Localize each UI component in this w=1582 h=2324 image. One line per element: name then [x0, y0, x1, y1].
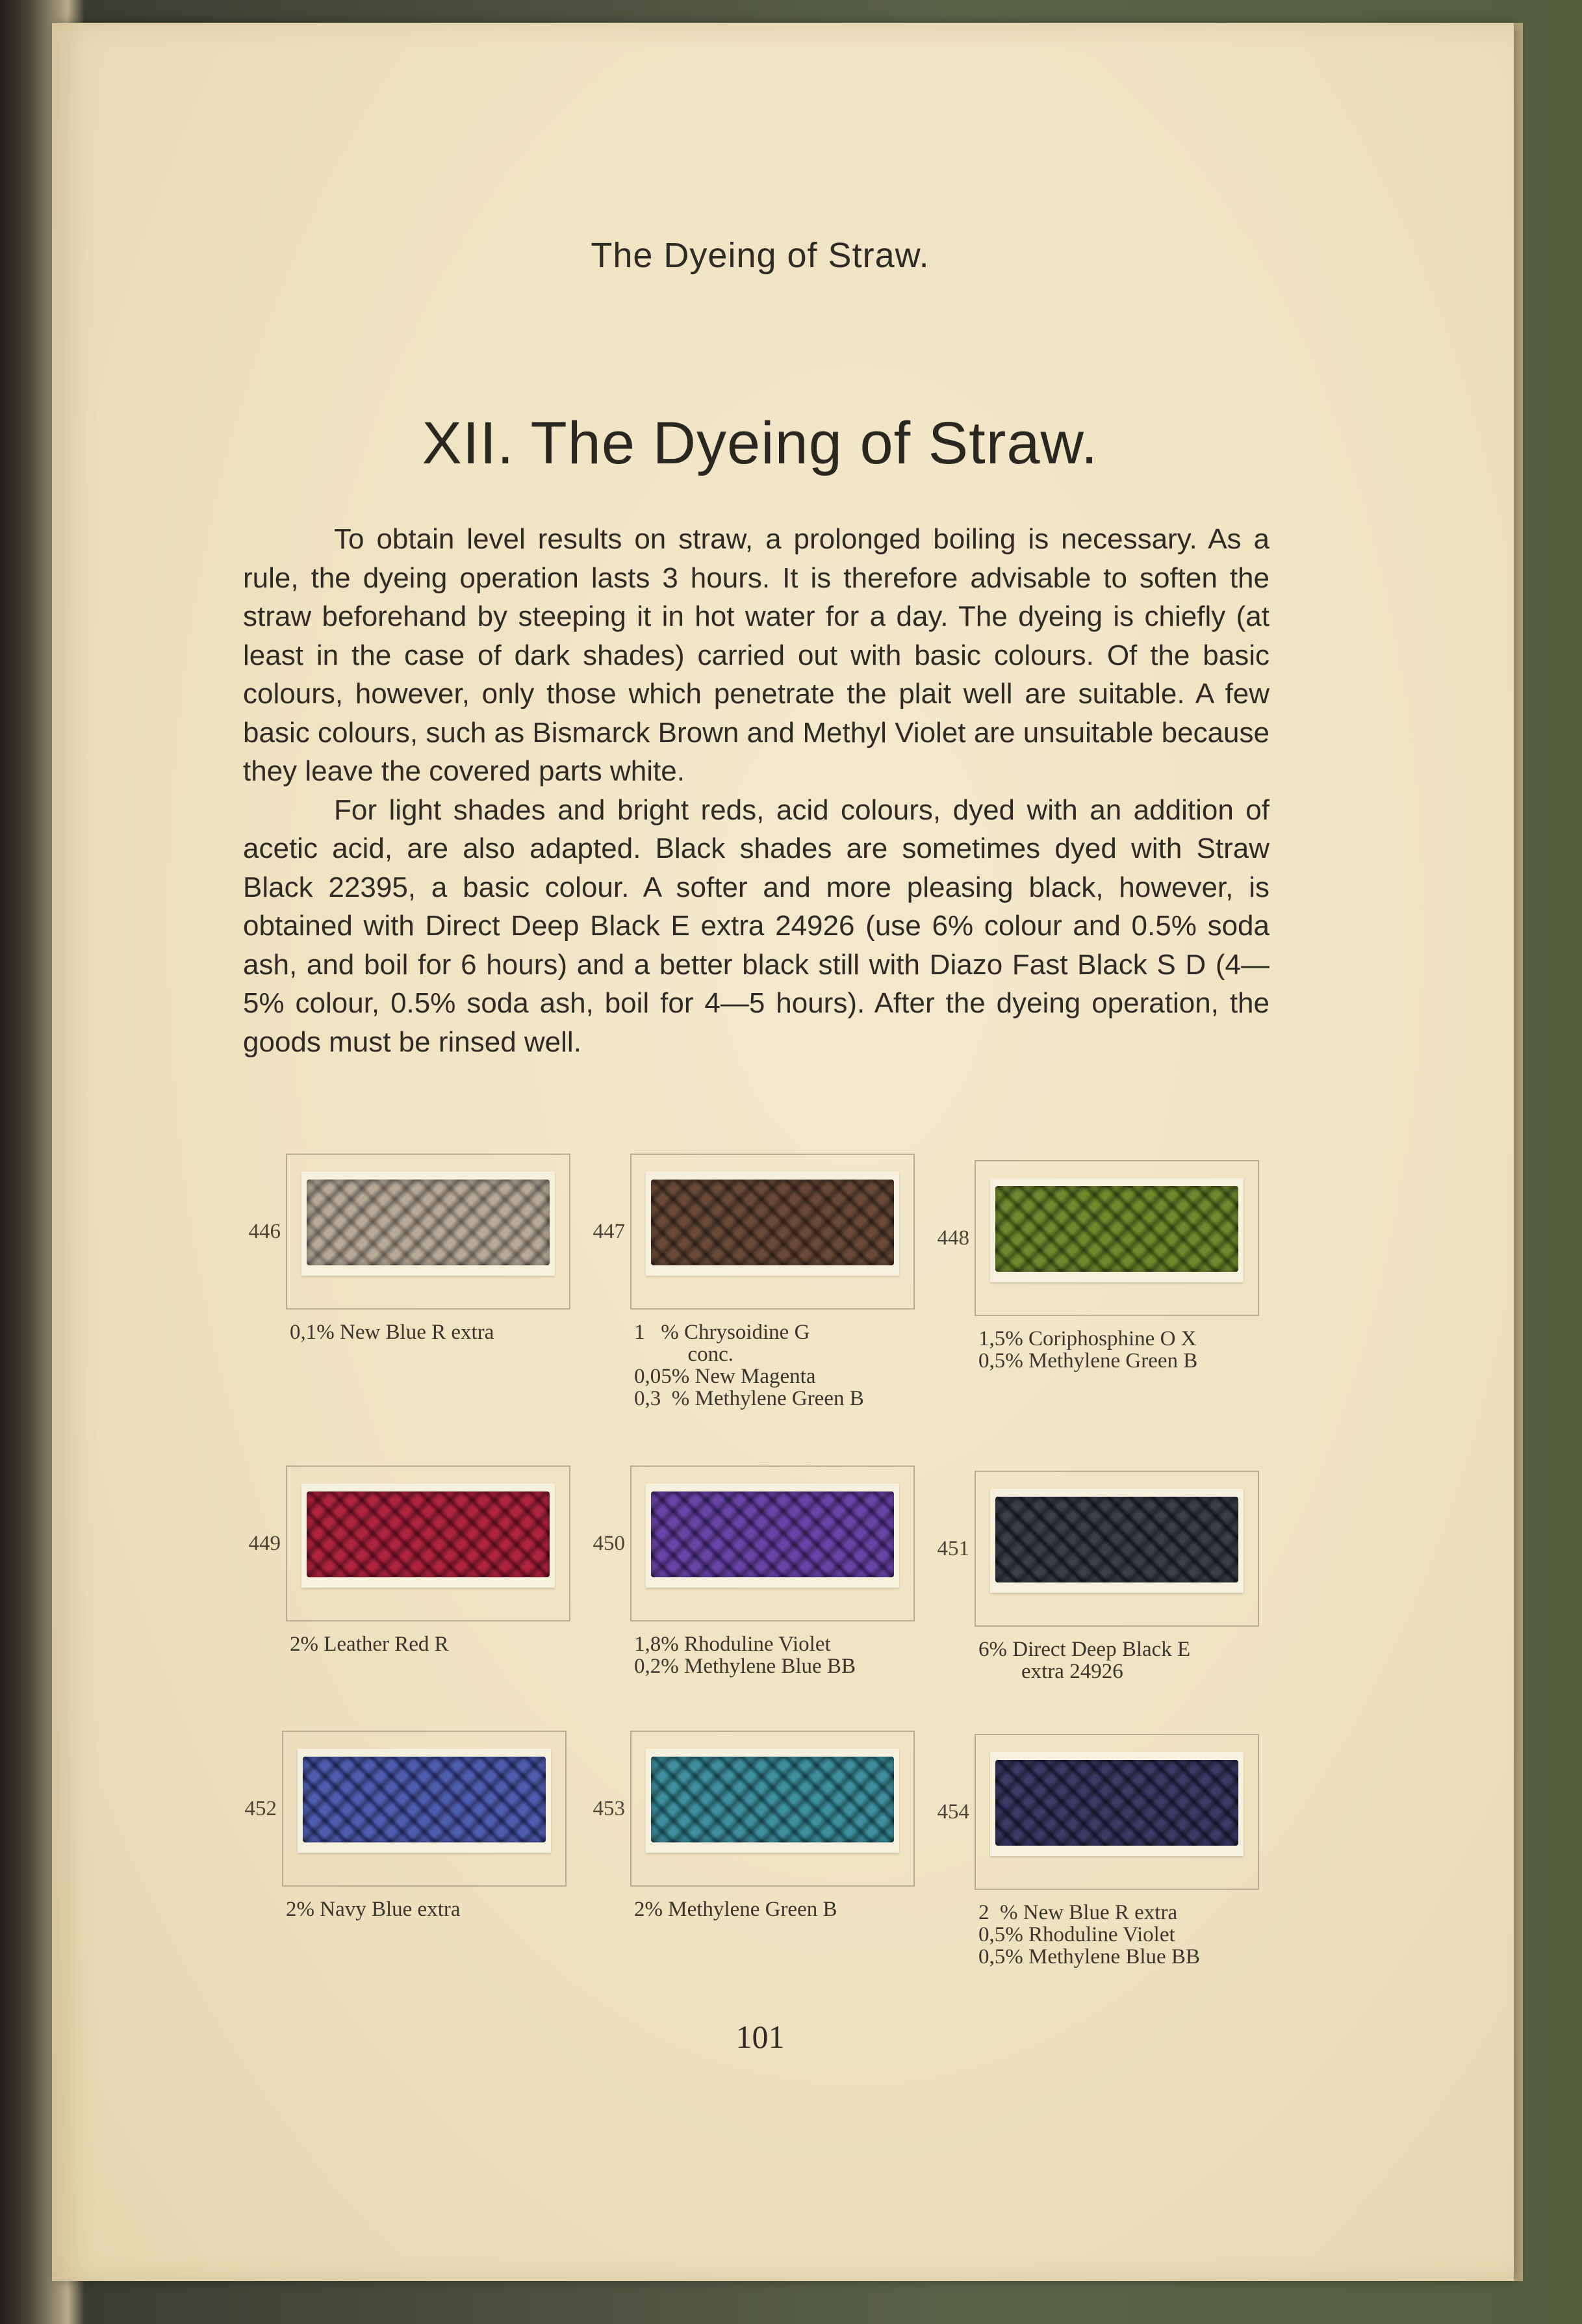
straw-plait-sample — [995, 1497, 1238, 1582]
swatch-number: 450 — [593, 1532, 625, 1555]
swatch-number: 454 — [937, 1800, 969, 1824]
swatch-card — [646, 1172, 899, 1276]
running-head: The Dyeing of Straw. — [591, 236, 930, 275]
swatch-number: 449 — [248, 1532, 281, 1555]
body-text — [243, 520, 1269, 1061]
swatch-card — [990, 1489, 1244, 1593]
swatch-number: 451 — [937, 1537, 969, 1560]
swatch-recipe: 6% Direct Deep Black E extra 24926 — [978, 1638, 1191, 1683]
straw-plait-sample — [995, 1186, 1238, 1272]
swatch-number: 446 — [248, 1220, 281, 1243]
swatch-card — [990, 1752, 1244, 1856]
swatch-recipe: 1,8% Rhoduline Violet 0,2% Methylene Blue BB — [634, 1633, 856, 1678]
swatch-card — [990, 1178, 1244, 1282]
swatch-grid — [234, 1154, 1273, 1985]
straw-plait-sample — [995, 1760, 1238, 1846]
straw-plait-sample — [307, 1180, 550, 1265]
straw-plait-sample — [303, 1757, 546, 1842]
chapter-title: XII. The Dyeing of Straw. — [422, 410, 1099, 476]
swatch-number: 452 — [244, 1797, 277, 1820]
swatch-recipe: 0,1% New Blue R extra — [290, 1321, 494, 1344]
swatch-card — [646, 1749, 899, 1853]
swatch-recipe: 2% Navy Blue extra — [286, 1898, 461, 1921]
swatch-recipe: 1,5% Coriphosphine O X 0,5% Methylene Green B — [978, 1327, 1198, 1373]
straw-plait-sample — [651, 1757, 894, 1842]
swatch-card — [301, 1484, 555, 1588]
paragraph-2: For light shades and bright reds, acid colours, dyed with an addition of acetic acid, are also adapted. Black shades are sometimes dyed with Straw Black 22395, a basic colour. A softer and more pleasing black, however, is obtained with Direct Deep Black E extra 24926 (use 6% colour and 0.5% soda ash, and boil for 6 hours) and a better black still with Diazo Fast Black S D (4—5% colour, 0.5% soda ash, boil for 4—5 hours). After the dyeing operation, the goods must be rinsed well. — [243, 794, 1269, 1058]
swatch-number: 453 — [593, 1797, 625, 1820]
swatch-number: 447 — [593, 1220, 625, 1243]
swatch-recipe: 1 % Chrysoidine G conc. 0,05% New Magenta 0,3 % Methylene Green B — [634, 1321, 864, 1410]
paragraph-1: To obtain level results on straw, a prolonged boiling is necessary. As a rule, the dyeing operation lasts 3 hours. It is therefore advisable to soften the straw beforehand by steeping it in hot water for a day. The dyeing is chiefly (at least in the case of dark shades) carried out with basic colours. Of the basic colours, however, only those which penetrate the plait well are suitable. A few basic colours, such as Bismarck Brown and Methyl Violet are unsuitable because they leave the covered parts white. — [243, 523, 1269, 787]
swatch-card — [646, 1484, 899, 1588]
straw-plait-sample — [651, 1491, 894, 1577]
swatch-number: 448 — [937, 1226, 969, 1250]
swatch-recipe: 2 % New Blue R extra 0,5% Rhoduline Violet 0,5% Methylene Blue BB — [978, 1901, 1200, 1969]
straw-plait-sample — [651, 1180, 894, 1265]
swatch-recipe: 2% Leather Red R — [290, 1633, 449, 1656]
swatch-card — [301, 1172, 555, 1276]
swatch-recipe: 2% Methylene Green B — [634, 1898, 837, 1921]
swatch-card — [298, 1749, 551, 1853]
page-number: 101 — [735, 2019, 785, 2055]
straw-plait-sample — [307, 1491, 550, 1577]
